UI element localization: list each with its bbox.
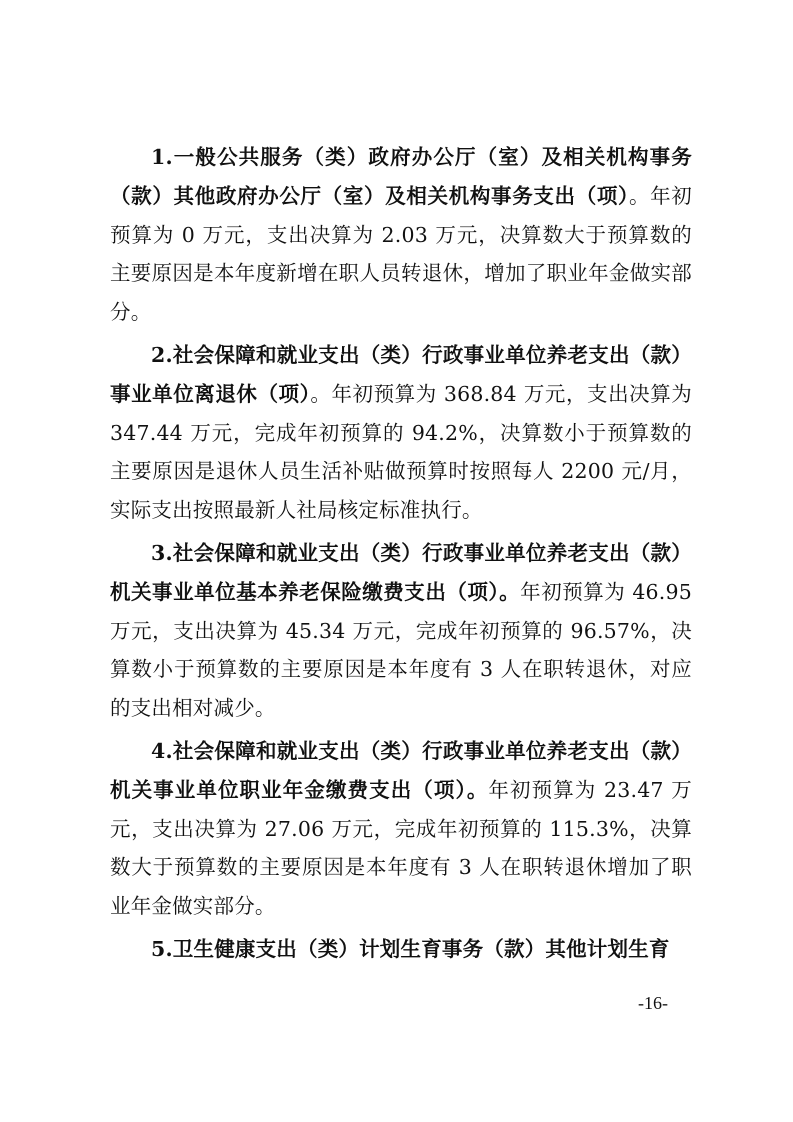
paragraph-4-text: 年初预算为 23.47 万元，支出决算为 27.06 万元，完成年初预算的 115.3%，决算数大于预算数的主要原因是本年度有 3 人在职转退休增加了职业年金做实部分。 [110,777,692,919]
paragraph-2-heading: 2.社会保障和就业支出（类）行政事业单位养老支出（款）事业单位离退休（项） [110,342,692,406]
paragraph-5-heading: 5.卫生健康支出（类）计划生育事务（款）其他计划生育 [151,936,670,961]
paragraph-3-heading: 3.社会保障和就业支出（类）行政事业单位养老支出（款）机关事业单位基本养老保险缴费支出（项）。 [110,540,692,604]
paragraph-3 [110,534,692,728]
paragraph-4 [110,732,692,926]
paragraph-1-heading: 1.一般公共服务（类）政府办公厅（室）及相关机构事务（款）其他政府办公厅（室）及相关机构事务支出（项） [110,145,692,208]
paragraph-1-text: 。年初预算为 0 万元，支出决算为 2.03 万元，决算数大于预算数的主要原因是本年度新增在职人员转退休，增加了职业年金做实部分。 [110,183,692,325]
paragraph-3-text: 年初预算为 46.95 万元，支出决算为 45.34 万元，完成年初预算的 96.57%，决算数小于预算数的主要原因是本年度有 3 人在职转退休，对应的支出相对减少。 [110,579,693,721]
paragraph-2 [110,336,692,530]
paragraph-2-text: 。年初预算为 368.84 万元，支出决算为 347.44 万元，完成年初预算的 94.2%，决算数小于预算数的主要原因是退休人员生活补贴做预算时按照每人 2200 元/月，实际支出按照最新人社局核定标准执行。 [110,381,692,523]
paragraph-4-heading: 4.社会保障和就业支出（类）行政事业单位养老支出（款）机关事业单位职业年金缴费支出（项）。 [110,738,692,802]
page-number: -16- [638,993,668,1013]
paragraph-1 [110,138,692,332]
body-text [110,138,692,973]
paragraph-5 [110,930,692,969]
